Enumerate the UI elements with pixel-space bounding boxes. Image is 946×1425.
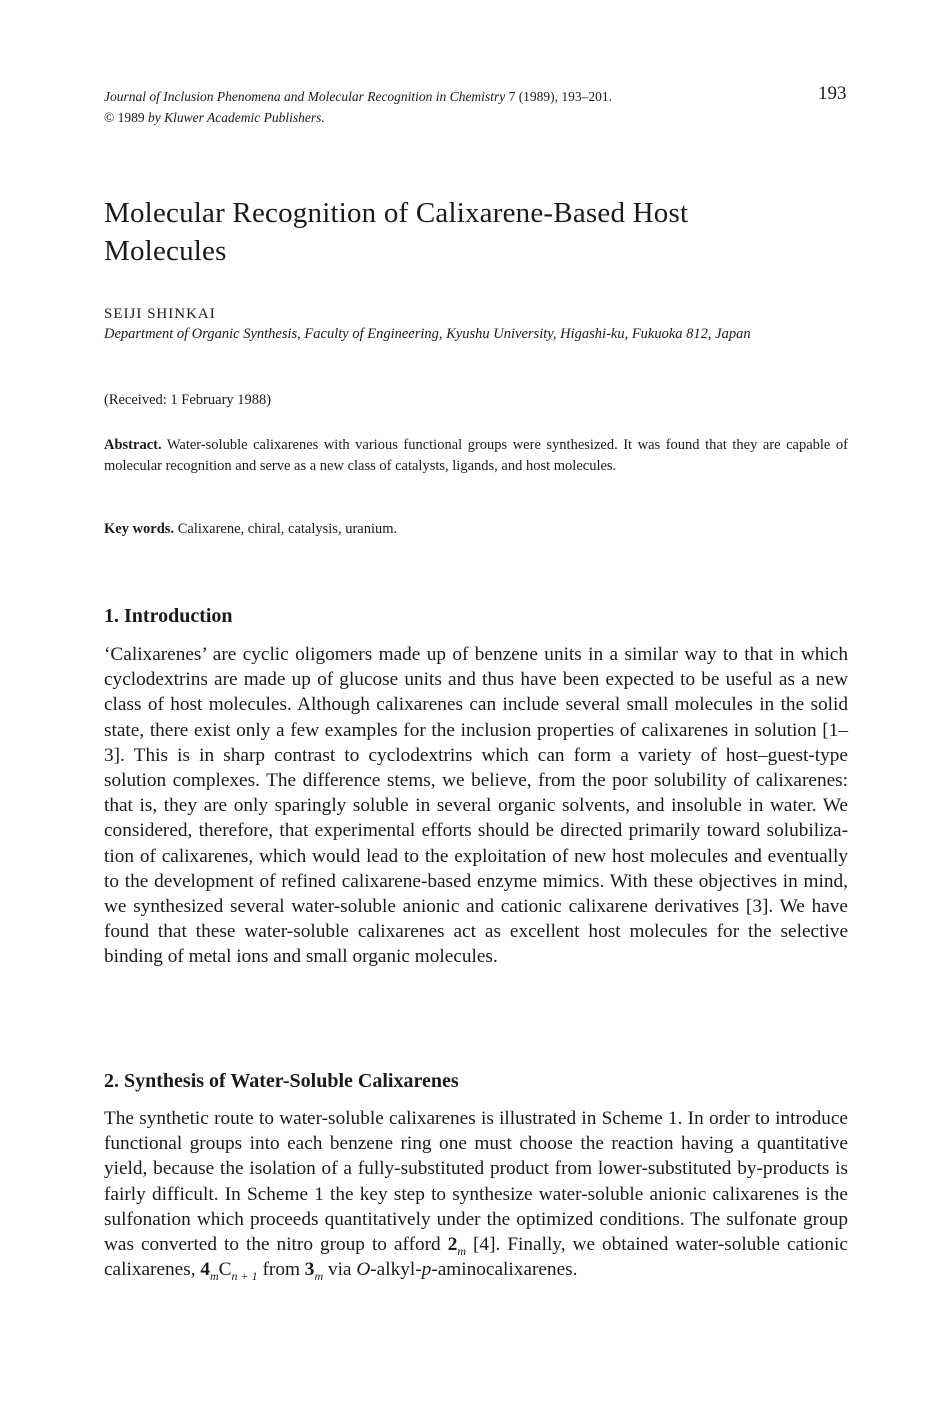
journal-name: Journal of Inclusion Phenomena and Molecular Recognition in Chemistry — [104, 89, 506, 104]
introduction-paragraph: ‘Calixarenes’ are cyclic oligomers made up of benzene units in a similar way to that in which cyclodextrins are made up of glucose units and thus have been expected to be useful as a new class of host molecules. Although calixarenes can include several small molecules in the solid state, there exist only a few examples for the inclusion properties of calixarenes in solution [1–3]. This is in sharp contrast to cyclodextrins which can form a variety of host–guest-type solution complexes. The difference stems, we believe, from the poor solubility of calixarenes: that is, they are only sparingly soluble in several organic solvents, and insoluble in water. We considered, therefore, that experimental efforts should be directed primarily toward solubiliza-tion of calixarenes, which would lead to the exploitation of new host molecules and eventually to the development of refined calixarene-based enzyme mimics. With these objectives in mind, we synthesized several water-soluble anionic and cationic calixarene derivatives [3]. We have found that these water-soluble calixarenes act as excellent host molecules for the selective binding of metal ions and small organic molecules. — [104, 644, 848, 968]
journal-citation — [104, 87, 612, 107]
received-date: (Received: 1 February 1988) — [104, 392, 272, 408]
copyright-symbol: © — [104, 110, 115, 125]
p-letter: p — [421, 1259, 432, 1281]
from-text: from — [262, 1259, 300, 1281]
subscript-n-plus-1: n + 1 — [231, 1269, 258, 1284]
subscript-m: m — [210, 1269, 219, 1284]
synthesis-text: The synthetic route to water-soluble calixarenes is illustrated in Scheme 1. In order to introduce functional groups into each benzene ring one must choose the reaction having a quantitative yield, because the isolation of a fully-substituted product from lower-substituted by-products is fairly difficult. In Scheme 1 the key step to synthesize water-soluble anionic calixarenes is the sulfonation which proceeds quantitatively under the optimized conditions. The sulfonate group was converted to the nitro group to afford — [104, 1108, 848, 1256]
keywords-text: Calixarene, chiral, catalysis, uranium. — [177, 521, 398, 537]
article-title: Molecular Recognition of Calixarene-Based Host Molecules — [104, 197, 689, 267]
compound-4: 4 — [200, 1259, 210, 1281]
page-number: 193 — [818, 83, 847, 104]
keywords-label: Key words. — [104, 521, 175, 537]
publisher: by Kluwer Academic Publishers. — [148, 110, 325, 125]
journal-volume: 7 — [508, 89, 516, 104]
compound-2: 2 — [447, 1234, 458, 1256]
ref-4-text: [4]. Finally, we obtained water-soluble cationic calixarenes, — [104, 1234, 848, 1281]
section-heading-introduction: 1. Introduction — [104, 605, 233, 627]
carbon-letter: C — [218, 1259, 232, 1281]
author-name: SEIJI SHINKAI — [104, 306, 216, 322]
journal-year-pages: (1989), 193–201. — [518, 89, 613, 104]
section-heading-synthesis: 2. Synthesis of Water-Soluble Calixarenes — [104, 1070, 459, 1092]
tail-text: -aminocalixarenes. — [431, 1259, 578, 1281]
author-affiliation: Department of Organic Synthesis, Faculty of Engineering, Kyushu University, Higashi-ku, Fukuoka 812, Japan — [104, 326, 751, 342]
subscript-m: m — [457, 1243, 467, 1258]
copyright-line — [104, 108, 325, 128]
keywords — [104, 519, 848, 540]
abstract-text: Water-soluble calixarenes with various functional groups were synthesized. It was found that they are capable of molecular recognition and serve as a new class of catalysts, ligands, and host molecules. — [104, 437, 848, 474]
alkyl-text: -alkyl- — [370, 1259, 422, 1281]
o-letter: O — [356, 1259, 371, 1281]
subscript-m: m — [314, 1269, 324, 1284]
copyright-year: 1989 — [117, 110, 145, 125]
abstract-label: Abstract. — [104, 437, 162, 453]
synthesis-paragraph — [104, 1106, 848, 1282]
via-text: via — [327, 1259, 352, 1281]
abstract — [104, 435, 848, 477]
compound-3: 3 — [304, 1259, 315, 1281]
